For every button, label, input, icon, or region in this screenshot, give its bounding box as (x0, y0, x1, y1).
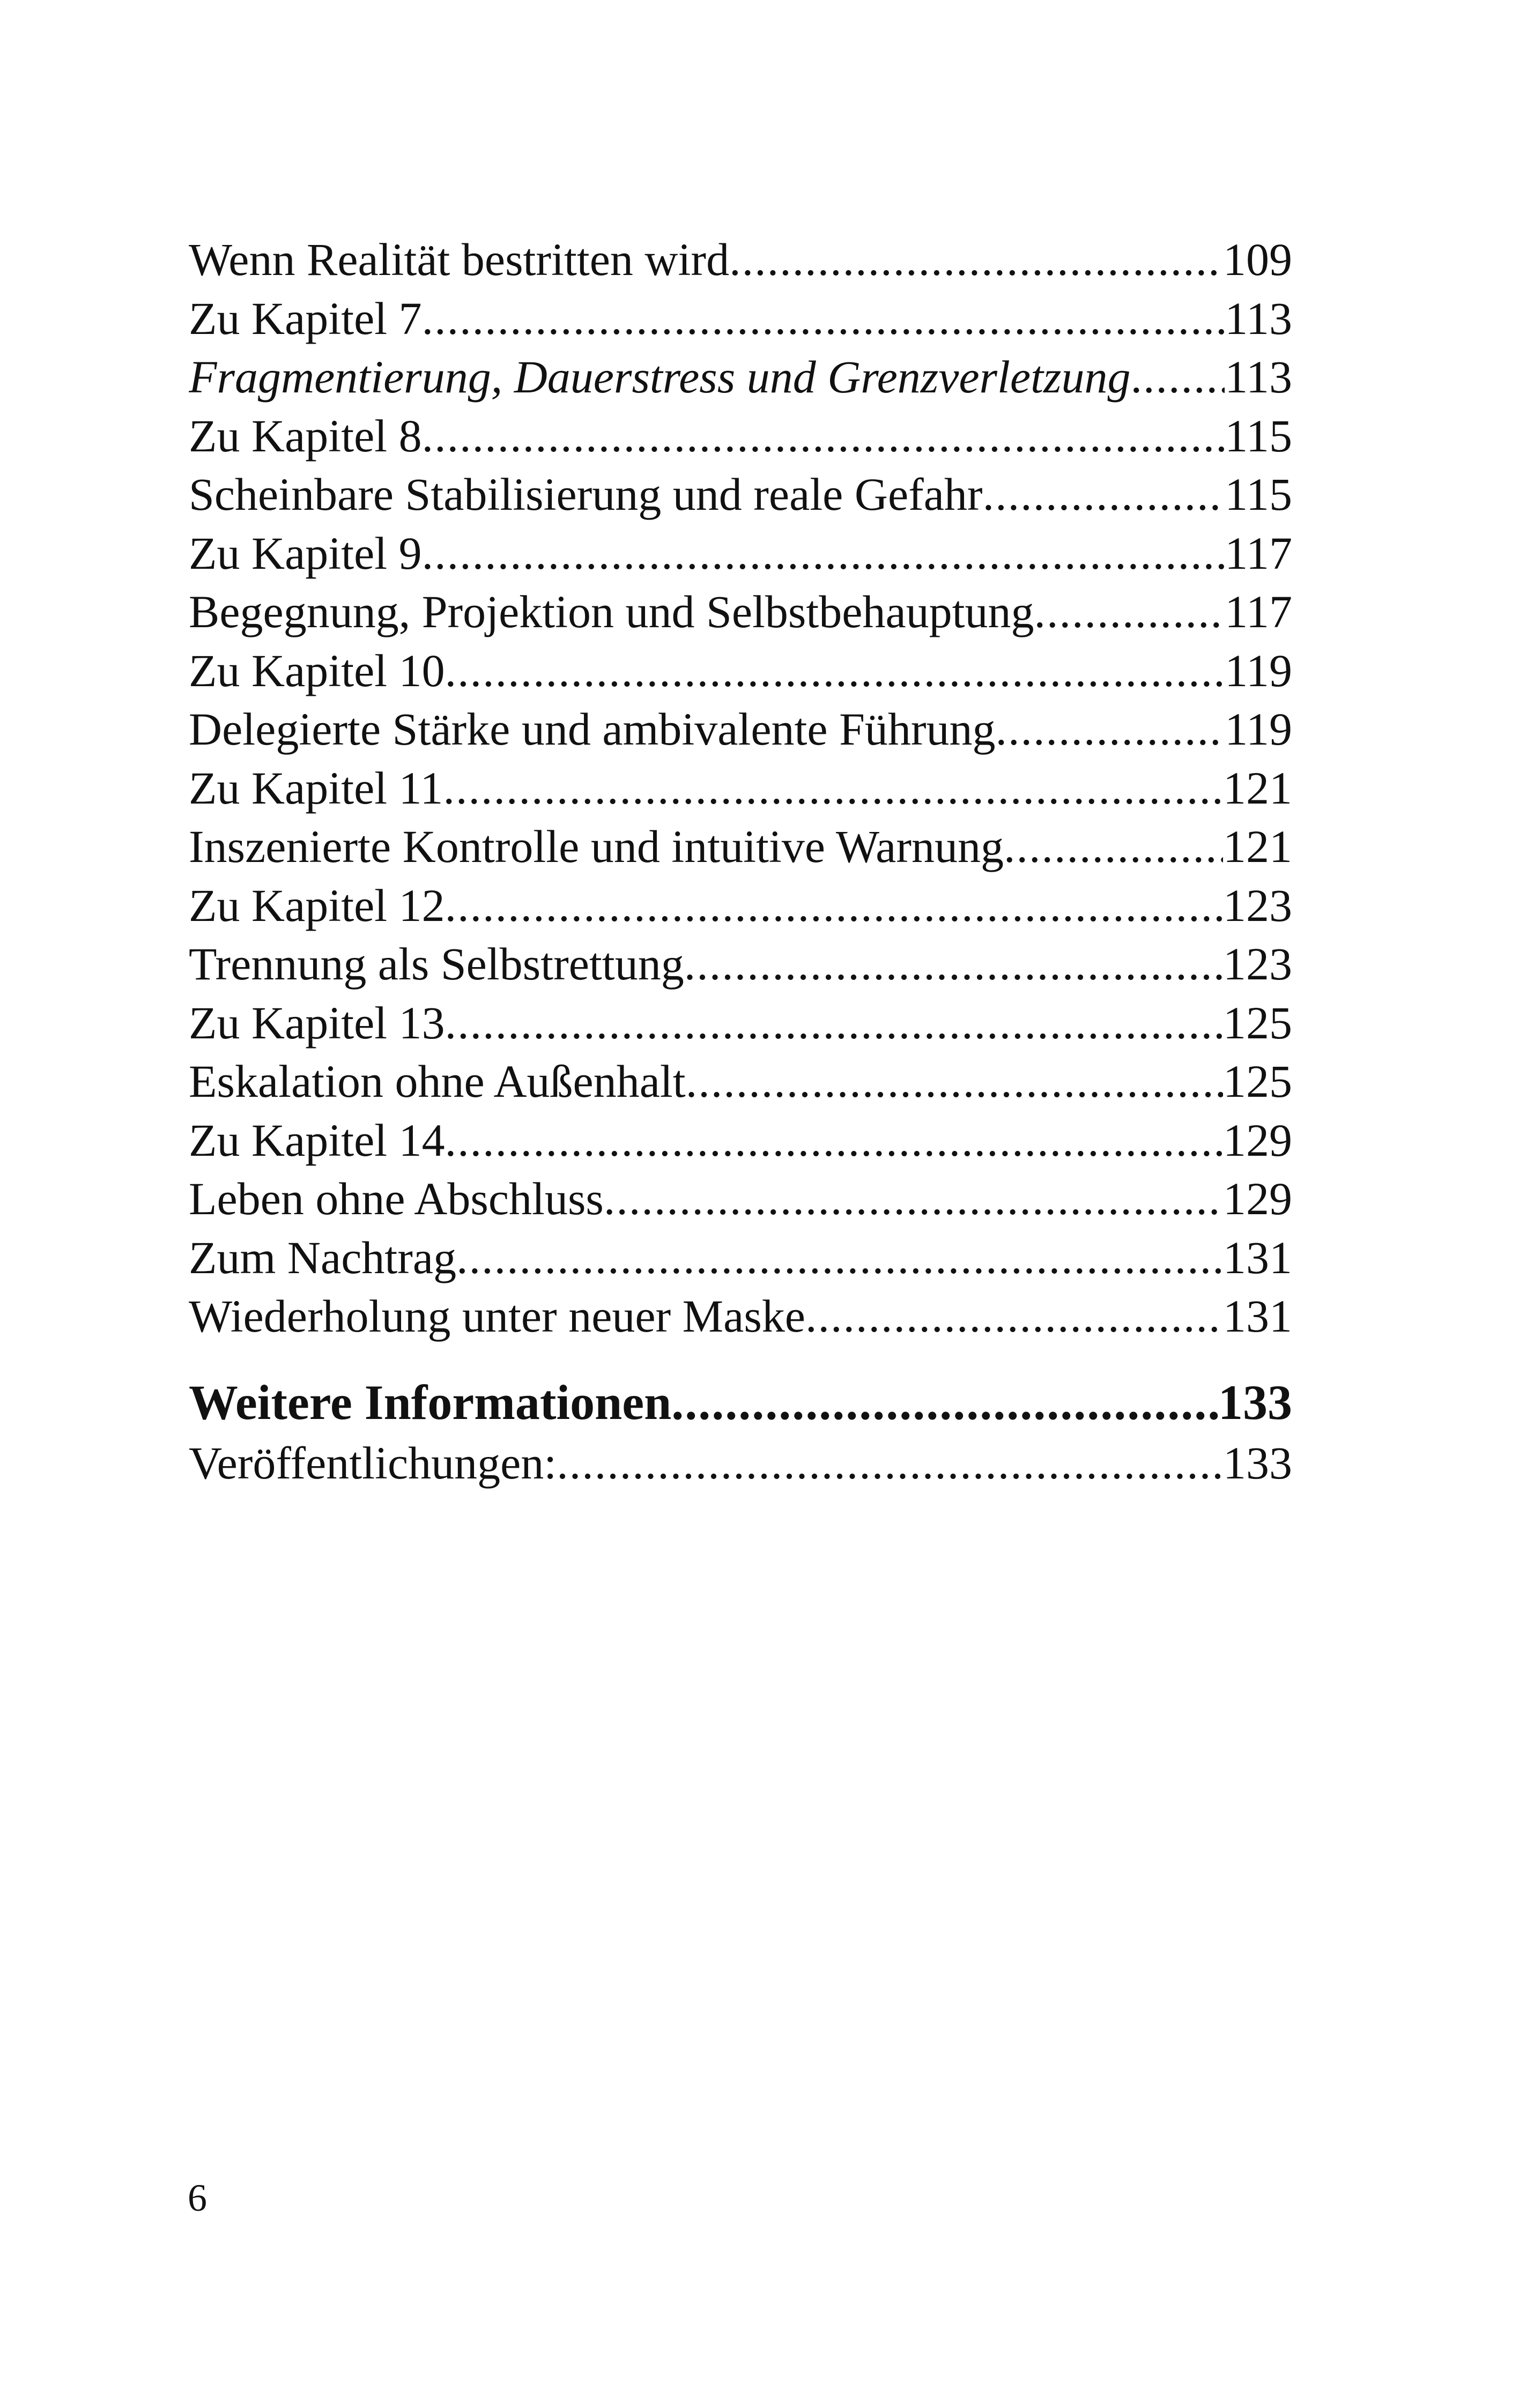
toc-entry (189, 583, 1292, 642)
toc-leader-dots (1130, 348, 1225, 407)
toc-entry (189, 1287, 1292, 1346)
toc-entry-title: Eskalation ohne Außenhalt (189, 1056, 686, 1107)
toc-entry-title: Delegierte Stärke und ambivalente Führung (189, 703, 996, 755)
toc-entry-page: 121 (1223, 821, 1292, 872)
toc-entry (189, 1170, 1292, 1229)
page-number: 6 (188, 2176, 207, 2219)
toc-leader-dots (422, 289, 1225, 348)
toc-entry-title: Begegnung, Projektion und Selbstbehauptung (189, 586, 1034, 637)
toc-entry (189, 1434, 1292, 1493)
toc-entry-page: 131 (1223, 1231, 1292, 1283)
toc-section-heading (189, 1371, 1292, 1434)
toc-section-page: 133 (1218, 1374, 1292, 1430)
toc-entry-title: Zu Kapitel 12 (189, 879, 445, 931)
toc-entry-title: Zu Kapitel 7 (189, 292, 422, 344)
toc-entry (189, 1229, 1292, 1288)
toc-leader-dots (686, 1052, 1223, 1111)
toc-entry-title: Zu Kapitel 10 (189, 644, 445, 696)
toc-entry (189, 1111, 1292, 1170)
toc-entry-page: 133 (1223, 1437, 1292, 1489)
toc-entry-title: Zu Kapitel 11 (189, 762, 443, 814)
toc-entry-page: 123 (1223, 938, 1292, 990)
toc-entry (189, 231, 1292, 289)
toc-entry-page: 123 (1223, 879, 1292, 931)
toc-entry-page: 119 (1225, 644, 1292, 696)
toc-entry-title: Zum Nachtrag (189, 1231, 457, 1283)
toc-leader-dots (1034, 583, 1225, 642)
toc-entry (189, 876, 1292, 935)
toc-entry (189, 759, 1292, 818)
toc-entry-page: 125 (1223, 1056, 1292, 1107)
toc-entry-title: Veröffentlichungen: (189, 1437, 557, 1489)
toc-entry (189, 994, 1292, 1053)
toc-entry (189, 642, 1292, 701)
toc-entry (189, 524, 1292, 583)
toc-leader-dots (456, 1229, 1223, 1288)
toc-entry (189, 289, 1292, 348)
toc-leader-dots (557, 1434, 1223, 1493)
toc-leader-dots (445, 1111, 1223, 1170)
toc-leader-dots (1004, 817, 1223, 876)
toc-leader-dots (443, 759, 1223, 818)
toc-entry-title: Wiederholung unter neuer Maske (189, 1290, 805, 1342)
toc-leader-dots (445, 642, 1225, 701)
toc-entry (189, 348, 1292, 407)
toc-section-title: Weitere Informationen (189, 1374, 672, 1430)
toc-leader-dots (805, 1287, 1223, 1346)
toc-entry-title: Zu Kapitel 8 (189, 410, 422, 462)
toc-leader-dots (983, 465, 1225, 524)
toc-leader-dots (996, 700, 1225, 759)
toc-leader-dots (729, 231, 1223, 289)
table-of-contents (189, 231, 1292, 1492)
toc-entry-title: Zu Kapitel 13 (189, 997, 445, 1049)
toc-entry-page: 121 (1223, 762, 1292, 814)
toc-entry-page: 125 (1223, 997, 1292, 1049)
toc-entry-page: 113 (1225, 351, 1292, 403)
toc-leader-dots (445, 994, 1223, 1053)
toc-entry (189, 1052, 1292, 1111)
toc-entry (189, 935, 1292, 994)
toc-entry-page: 113 (1225, 292, 1292, 344)
toc-entry-title: Leben ohne Abschluss (189, 1173, 604, 1224)
toc-leader-dots (422, 524, 1225, 583)
toc-entry-title: Scheinbare Stabilisierung und reale Gefahr (189, 469, 983, 520)
toc-entry-page: 119 (1225, 703, 1292, 755)
toc-entry-title: Wenn Realität bestritten wird (189, 234, 730, 285)
toc-entry-page: 115 (1225, 469, 1292, 520)
toc-entry-page: 109 (1223, 234, 1292, 285)
toc-entry-title: Zu Kapitel 9 (189, 527, 422, 579)
toc-leader-dots (671, 1371, 1218, 1434)
toc-leader-dots (604, 1170, 1223, 1229)
toc-entry-title: Fragmentierung, Dauerstress und Grenzverletzung (189, 351, 1131, 403)
toc-entry-page: 129 (1223, 1114, 1292, 1166)
toc-entry (189, 700, 1292, 759)
toc-entry-page: 117 (1225, 527, 1292, 579)
toc-entry-title: Inszenierte Kontrolle und intuitive Warnung (189, 821, 1004, 872)
toc-entry-page: 115 (1225, 410, 1292, 462)
toc-entry-title: Zu Kapitel 14 (189, 1114, 445, 1166)
toc-entry (189, 465, 1292, 524)
toc-entry-page: 117 (1225, 586, 1292, 637)
toc-entry (189, 817, 1292, 876)
toc-entry (189, 407, 1292, 466)
toc-entry-page: 129 (1223, 1173, 1292, 1224)
toc-leader-dots (422, 407, 1225, 466)
toc-entry-title: Trennung als Selbstrettung (189, 938, 684, 990)
toc-entry-page: 131 (1223, 1290, 1292, 1342)
toc-leader-dots (684, 935, 1223, 994)
toc-leader-dots (445, 876, 1223, 935)
